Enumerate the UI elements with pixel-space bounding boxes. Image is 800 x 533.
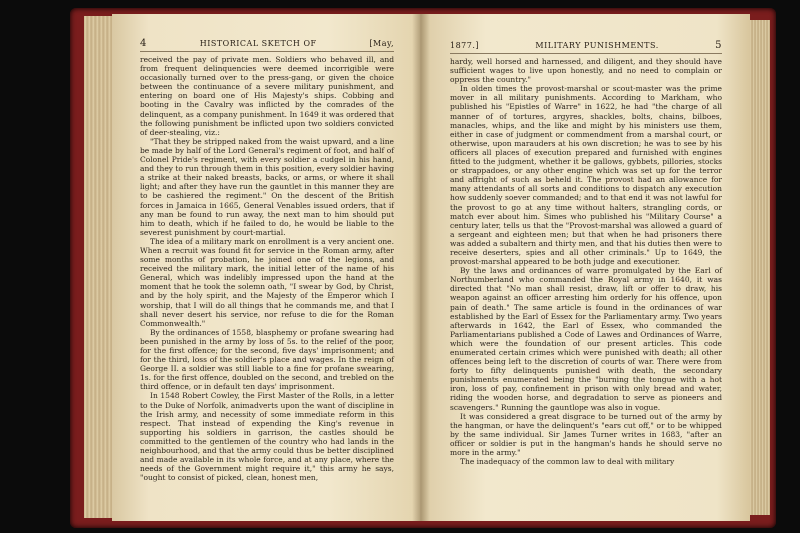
page-edges-left [84, 16, 114, 518]
page-edges-right [748, 20, 770, 515]
left-page-number: 4 [140, 38, 147, 49]
left-running-header [140, 38, 394, 52]
book-gutter [412, 14, 430, 521]
paragraph: "That they be stripped naked from the waist upward, and a line be made by half of the Lord General's regiment of foot, and half of Colonel Pride's regiment, with every soldier a cudgel in his hand, and they to run through them in this position, every soldier having a strike at their naked breasts, backs, or arms, or where it shall light; and after they have run the gauntlet in this manner they are to be cashiered the regiment." On the descent of the British forces in Jamaica in 1665, General Venables issued orders, that if any man be found to run away, the next man to him should put him to death, which if he failed to do, he would be liable to the severest punishment by court-martial. [140, 136, 394, 237]
right-body-text [450, 57, 722, 466]
right-page-number: 5 [715, 40, 722, 51]
right-running-date: 1877.] [450, 41, 480, 50]
paragraph: By the laws and ordinances of warre promulgated by the Earl of Northumberland who commanded the Royal army in 1640, it was directed that "No man shall resist, draw, lift or offer to draw, his weapon against an officer arresting him orderly for his offence, upon pain of death." The same article is found in the ordinances of war established by the Earl of Essex for the Parliamentary army. Two years afterwards in 1642, the Earl of Essex, who commanded the Parliamentarians published a Code of Lawes and Ordinances of Warre, which were the foundation of our present articles. This code enumerated certain crimes which were punished with death; all other offences being left to the discretion of courts of war. There were from forty to fifty delinquents punished with death, the secondary punishments enumerated being the "burning the tongue with a hot iron, loss of pay, confinement in prison with only bread and water, riding the wooden horse, and degradation to serve as pioneers and scavengers." Running the gauntlope was also in vogue. [450, 266, 722, 412]
right-running-head: MILITARY PUNISHMENTS. [535, 41, 659, 50]
right-page [420, 14, 750, 521]
left-body-text [140, 55, 394, 482]
paragraph: It was considered a great disgrace to be turned out of the army by the hangman, or have the delinquent's "ears cut off," or to be whipped by the same individual. Sir James Turner writes in 1683, "after an officer or soldier is put in the hangman's hands he should serve no more in the army." [450, 411, 722, 458]
paragraph: hardy, well horsed and harnessed, and diligent, and they should have sufficient wages to live upon honestly, and no need to complain or oppress the country." [450, 57, 722, 85]
left-running-head: HISTORICAL SKETCH OF [199, 39, 317, 48]
paragraph: By the ordinances of 1558, blasphemy or profane swearing had been punished in the army by loss of 5s. to the relief of the poor, for the first offence; for the second, five days' imprisonment; and for the third, loss of the soldier's place and wages. In the reign of George II. a soldier was still liable to a fine for profane swearing, 1s. for the first offence, doubled on the second, and trebled on the third offence, or in default ten days' imprisonment. [140, 327, 394, 392]
paragraph: received the pay of private men. Soldiers who behaved ill, and from frequent delinquencies were deemed incorrigible were occasionally turned over to the press-gang, or given the choice between the continuance of a severe military punishment, and entering on board one of His Majesty's ships. Cobbing and booting in the Cavalry was inflicted by the comrades of the delinquent, as a company punishment. In 1649 it was ordered that the following punishment be inflicted upon two soldiers convicted of deer-stealing, viz.: [140, 55, 394, 137]
left-running-date: [May, [369, 39, 394, 48]
left-page [112, 14, 420, 521]
paragraph: In olden times the provost-marshal or scout-master was the prime mover in all military punishments. According to Markham, who published his "Epistles of Warre" in 1622, he had "the charge of all manner of of tortures, argyres, shackles, bolts, chains, bilboes, manacles, whips, and the like and might by his ministers use them, either in case of judgment or commendment from a marshal court, or otherwise, upon marauders at his own discretion; he was to see by his officers all places of execution prepared and furnished with engines fitted to the judgment, whether it be gallows, gybbets, pillories, stocks or strappadoes, or any other engine which was set up for the terror and affright of such as beheld it. The provost had an allowance for many attendants of all sorts and conditions to dispatch any execution how suddenly soever commanded; and to that end it was not lawful for the provost to go at any time without halters, strangling cords, or match ever about him. Simes who published his "Military Course" a century later, tells us that the "Provost-marshal was allowed a guard of a sergeant and eighteen men; but that when he had prisoners there was added a subaltern and thirty men, and that his duties then were to receive deserters, spies and all other criminals." Up to 1649, the provost-marshal appeared to be both judge and executioner. [450, 84, 722, 267]
paragraph: The idea of a military mark on enrollment is a very ancient one. When a recruit was found fit for service in the Roman army, after some months of probation, he joined one of the legions, and received the military mark, the initial letter of the name of his General, which was indelibly impressed upon the hand at the moment that he took the solemn oath, "I swear by God, by Christ, and by the holy spirit, and the Majesty of the Emperor which I worship, that I will do all things that he commands me, and that I shall never desert his service, nor refuse to die for the Roman Commonwealth." [140, 236, 394, 328]
paragraph: The inadequacy of the common law to deal with military [460, 457, 675, 467]
paragraph: In 1548 Robert Cowley, the First Master of the Rolls, in a letter to the Duke of Norfolk, animadverts upon the want of discipline in the Irish army, and necessity of some immediate reform in this respect. That instead of expending the King's revenue in supporting his soldiers in garrison, the castles should be committed to the gentlemen of the country who had lands in the neighbourhood, and that the army could thus be better disciplined and made available in its whole force, and at any place, where the needs of the Government might require it," this army he says, "ought to consist of picked, clean, honest men, [140, 391, 394, 483]
right-running-header [450, 40, 722, 54]
